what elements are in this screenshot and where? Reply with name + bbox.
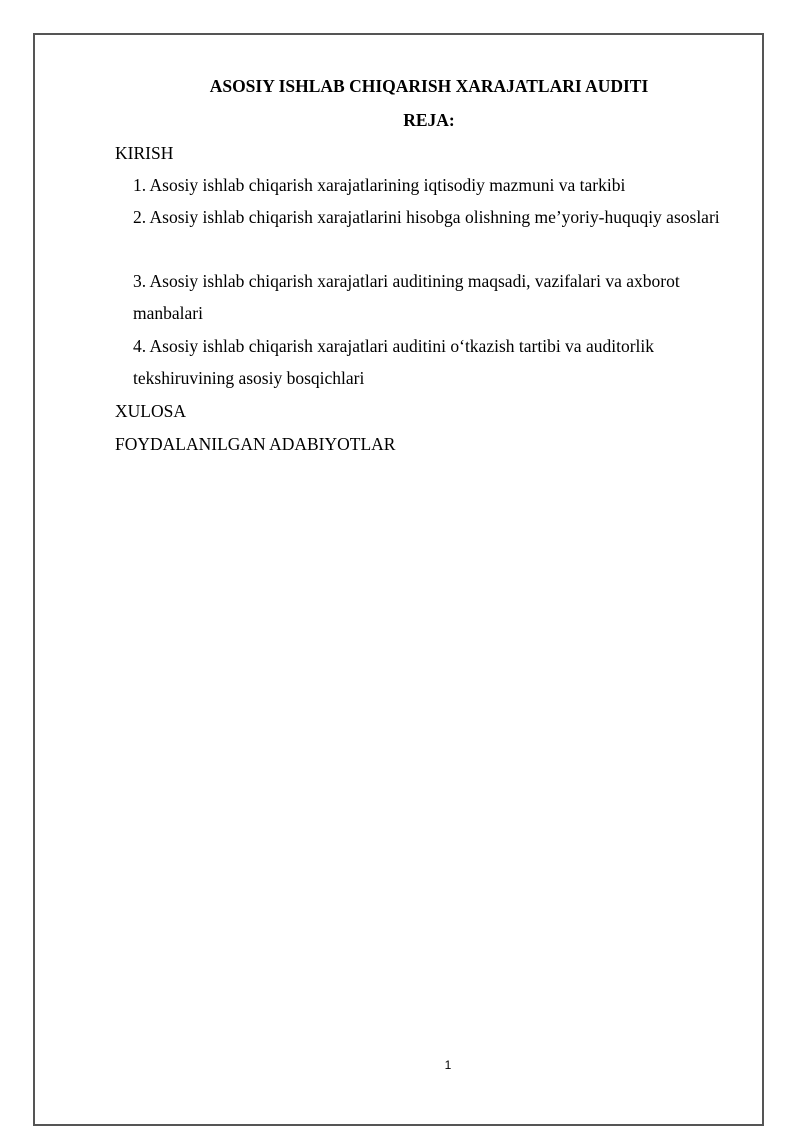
toc-item-3: 3. Asosiy ishlab chiqarish xarajatlari auditining maqsadi, vazifalari va axborot manbalari (133, 271, 680, 323)
section-intro: KIRISH (115, 143, 174, 163)
section-conclusion: XULOSA (115, 401, 186, 421)
document-subtitle: REJA: (403, 110, 455, 130)
section-references: FOYDALANILGAN ADABIYOTLAR (115, 434, 396, 454)
toc-item-2: 2. Asosiy ishlab chiqarish xarajatlarini hisobga olishning me’yoriy-huquqiy asoslari (133, 207, 720, 227)
page-number: 1 (444, 1058, 452, 1072)
toc-item-4: 4. Asosiy ishlab chiqarish xarajatlari auditini o‘tkazish tartibi va auditorlik tekshiruvining asosiy bosqichlari (133, 336, 654, 388)
document-title: ASOSIY ISHLAB CHIQARISH XARAJATLARI AUDITI (209, 76, 649, 96)
toc-item-1: 1. Asosiy ishlab chiqarish xarajatlarining iqtisodiy mazmuni va tarkibi (133, 175, 626, 195)
